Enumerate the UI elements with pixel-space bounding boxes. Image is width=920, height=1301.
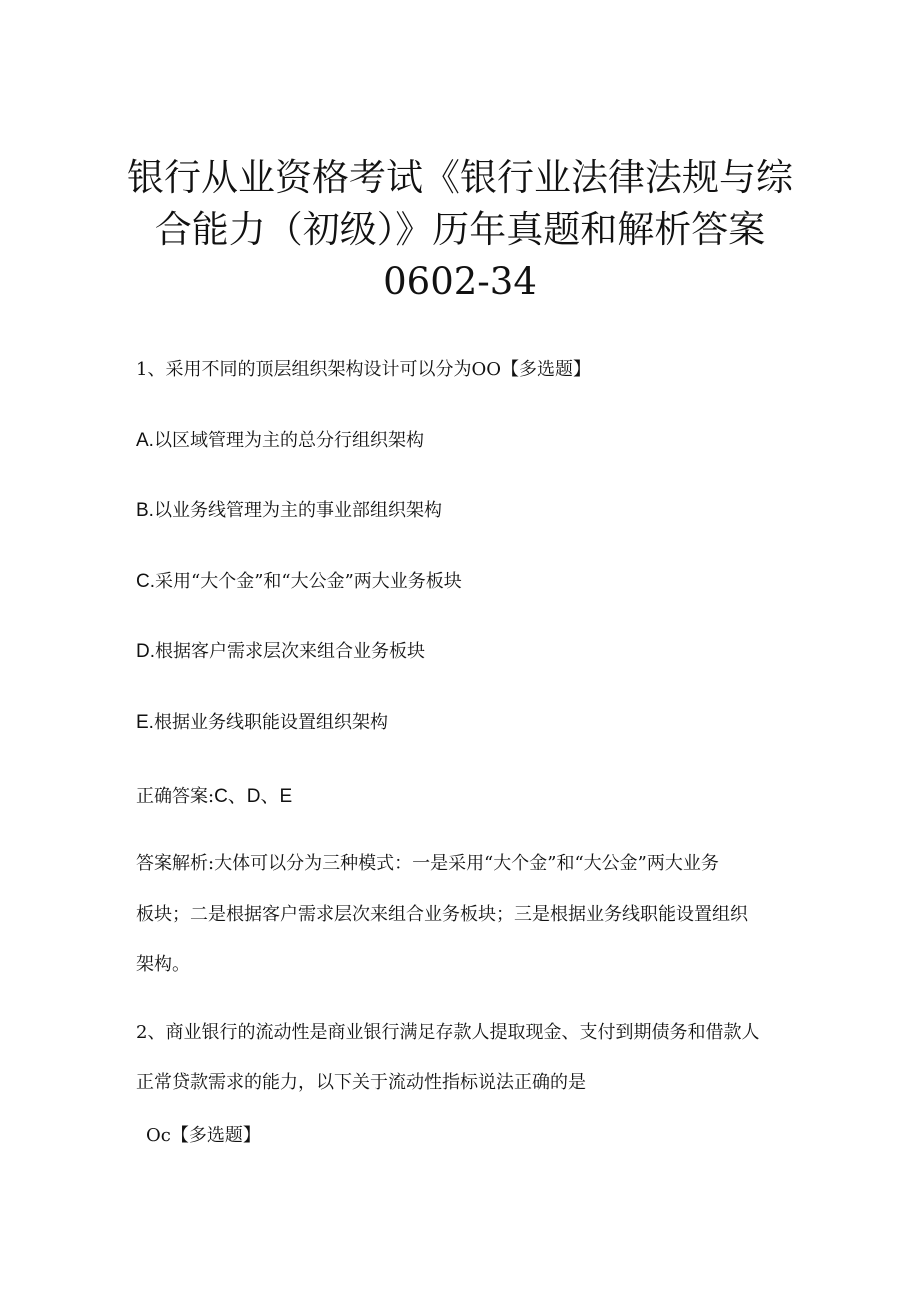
answer-label: 正确答案:: [136, 786, 215, 807]
option-e-letter: E.: [136, 712, 154, 733]
question-1-analysis-line-3: 架构。: [136, 954, 190, 975]
question-1-analysis-line-1: 答案解析:大体可以分为三种模式：一是采用“大个金”和“大公金”两大业务: [136, 853, 719, 874]
title-line-1: 银行从业资格考试《银行业法律法规与综: [127, 156, 793, 199]
question-2-stem-line-1: 2、商业银行的流动性是商业银行满足存款人提取现金、支付到期债务和借款人: [136, 1022, 760, 1043]
question-1-option-b: [136, 499, 442, 523]
option-a-letter: A.: [136, 430, 154, 451]
question-2-type-tag: Oc【多选题】: [146, 1125, 261, 1146]
question-1-analysis-line-2: 板块；二是根据客户需求层次来组合业务板块；三是根据业务线职能设置组织: [136, 904, 748, 925]
question-1-option-d: [136, 640, 425, 664]
question-1-option-c: [136, 570, 462, 594]
option-d-text: 根据客户需求层次来组合业务板块: [155, 641, 425, 662]
option-c-letter: C.: [136, 571, 155, 592]
option-a-text: 以区域管理为主的总分行组织架构: [153, 430, 424, 451]
option-b-letter: B.: [136, 500, 154, 521]
question-1-answer: [136, 785, 292, 809]
option-b-text: 以业务线管理为主的事业部组织架构: [153, 500, 442, 521]
option-e-text: 根据业务线职能设置组织架构: [153, 712, 388, 733]
option-d-letter: D.: [136, 641, 155, 662]
question-1-stem: 1、采用不同的顶层组织架构设计可以分为OO【多选题】: [136, 359, 591, 380]
question-1-option-a: [136, 429, 424, 453]
title-line-2: 合能力（初级）》历年真题和解析答案: [154, 208, 766, 251]
answer-value: C、D、E: [214, 786, 293, 807]
option-c-text: 采用“大个金”和“大公金”两大业务板块: [155, 571, 462, 592]
document-title: [120, 152, 800, 308]
question-1-option-e: [136, 711, 388, 735]
title-line-3: 0602-34: [383, 260, 537, 303]
question-2-stem-line-2: 正常贷款需求的能力，以下关于流动性指标说法正确的是: [136, 1072, 586, 1093]
